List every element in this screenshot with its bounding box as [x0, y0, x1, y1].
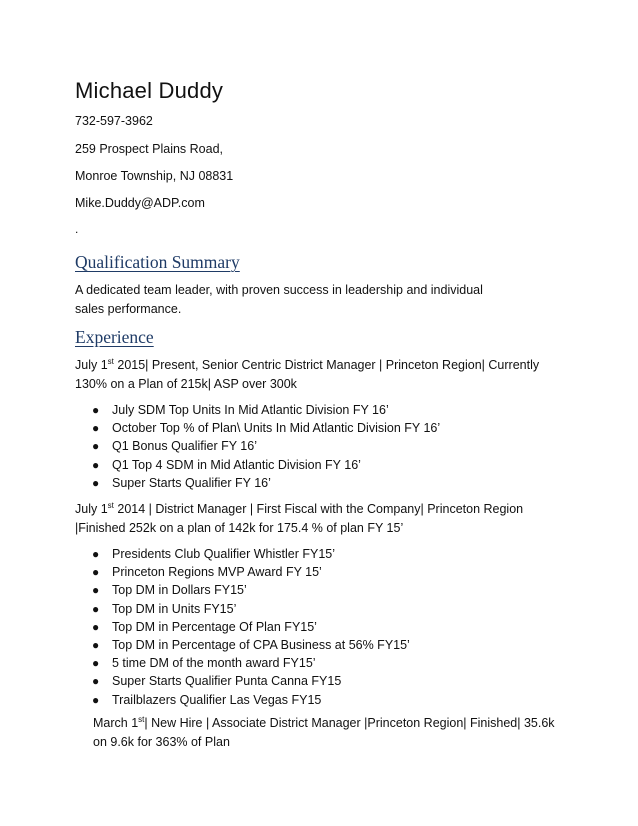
- qualification-summary-text: A dedicated team leader, with proven success in leadership and individual sales performance.: [75, 283, 483, 316]
- bullet-icon: ●: [92, 439, 100, 454]
- role-1-text: 2015| Present, Senior Centric District Manager | Princeton Region| Currently 130% on a Plan of 215k| ASP over 300k: [75, 358, 540, 391]
- list-item: ● 5 time DM of the month award FY15’: [75, 654, 410, 672]
- role-2-date-suffix: st: [107, 500, 114, 510]
- bullet-icon: ●: [92, 601, 100, 616]
- address-line-2: Monroe Township, NJ 08831: [75, 169, 234, 183]
- bullet-icon: ●: [92, 656, 100, 671]
- role-1-date: July 1: [75, 358, 108, 372]
- list-item: ● Top DM in Dollars FY15’: [75, 581, 410, 599]
- email-address: Mike.Duddy@ADP.com: [75, 196, 205, 210]
- bullet-icon: ●: [92, 692, 100, 707]
- list-item: ● Top DM in Percentage Of Plan FY15’: [75, 618, 410, 636]
- list-item: ● Top DM in Percentage of CPA Business at 56% FY15’: [75, 636, 410, 654]
- role-1-date-suffix: st: [107, 356, 114, 366]
- role-3-date: March 1: [93, 716, 139, 730]
- role-3-text: | New Hire | Associate District Manager |Princeton Region| Finished| 35.6k on 9.6k for 363% of Plan: [93, 716, 555, 749]
- list-item: ● Super Starts Qualifier FY 16’: [75, 474, 440, 492]
- role-3-date-suffix: st: [138, 714, 145, 724]
- list-item: ● Presidents Club Qualifier Whistler FY15’: [75, 545, 410, 563]
- role-1-achievements: [75, 401, 440, 492]
- bullet-icon: ●: [92, 475, 100, 490]
- role-3-description: [93, 714, 563, 752]
- role-2-description: [75, 500, 567, 538]
- role-2-date: July 1: [75, 502, 108, 516]
- bullet-icon: ●: [92, 421, 100, 436]
- list-item: ● October Top % of Plan\ Units In Mid Atlantic Division FY 16’: [75, 419, 440, 437]
- bullet-icon: ●: [92, 547, 100, 561]
- bullet-icon: ●: [92, 637, 100, 652]
- list-item: ● Q1 Bonus Qualifier FY 16’: [75, 437, 440, 455]
- list-item: ● Trailblazers Qualifier Las Vegas FY15: [75, 691, 410, 709]
- bullet-icon: ●: [92, 565, 100, 580]
- list-item: ● Super Starts Qualifier Punta Canna FY15: [75, 672, 410, 690]
- role-2-text: 2014 | District Manager | First Fiscal with the Company| Princeton Region |Finished 252k on a plan of 142k for 175.4 % of plan FY 15’: [75, 502, 524, 535]
- candidate-name: Michael Duddy: [75, 78, 224, 103]
- qualification-summary-heading: Qualification Summary: [75, 252, 240, 272]
- bullet-icon: ●: [92, 619, 100, 634]
- list-item: ● Princeton Regions MVP Award FY 15’: [75, 563, 410, 581]
- bullet-icon: ●: [92, 403, 100, 417]
- bullet-icon: ●: [92, 457, 100, 472]
- bullet-icon: ●: [92, 583, 100, 598]
- bullet-icon: ●: [92, 674, 100, 689]
- list-item: ● Top DM in Units FY15’: [75, 600, 410, 618]
- list-item: ● July SDM Top Units In Mid Atlantic Division FY 16’: [75, 401, 440, 419]
- list-item: ● Q1 Top 4 SDM in Mid Atlantic Division FY 16’: [75, 456, 440, 474]
- experience-heading: Experience: [75, 327, 154, 347]
- separator-dot: .: [75, 222, 79, 236]
- role-1-description: [75, 356, 565, 394]
- phone-number: 732-597-3962: [75, 114, 153, 128]
- role-2-achievements: [75, 545, 410, 709]
- address-line-1: 259 Prospect Plains Road,: [75, 142, 224, 156]
